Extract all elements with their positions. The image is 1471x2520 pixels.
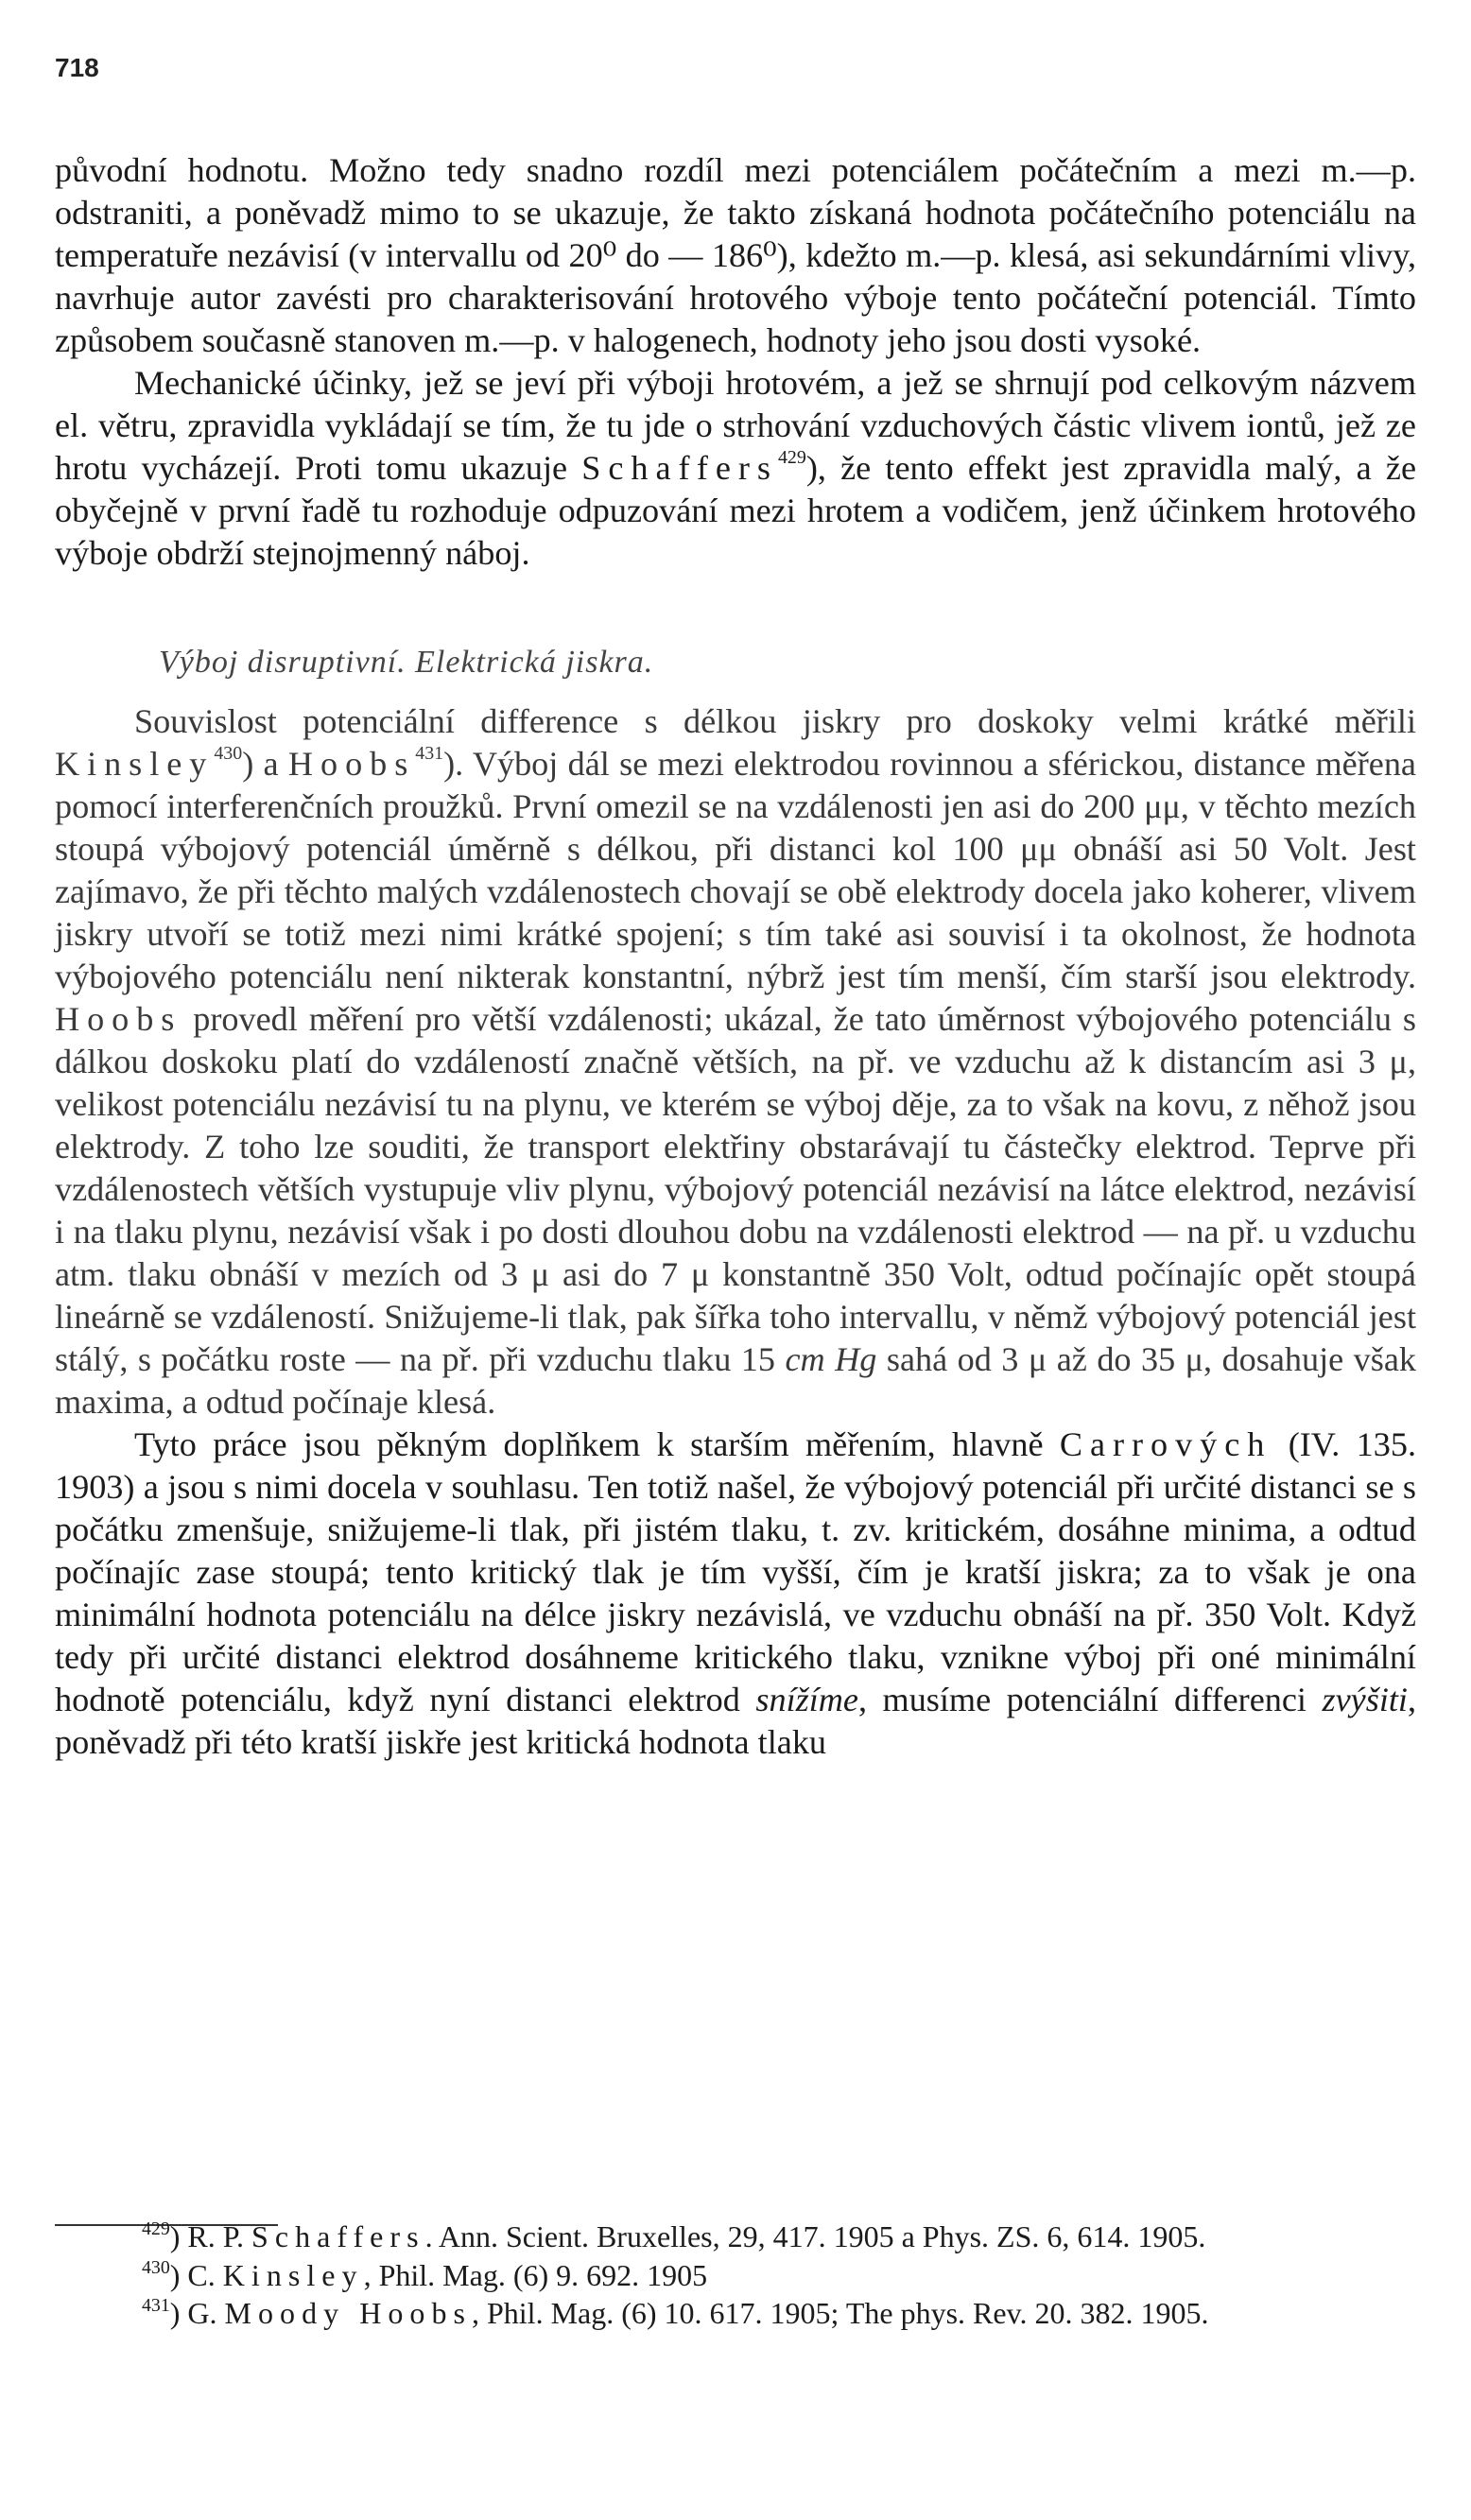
footnote-citation: . Ann. Scient. Bruxelles, 29, 417. 1905 a Phys. ZS. 6, 614. 1905. [424,2219,1206,2253]
paragraph-4-text-a: Tyto práce jsou pěkným doplňkem k starším měřením, hlavně [134,1425,1044,1463]
paragraph-3-text-c: ). Výboj dál se mezi elektrodou rovinnou a sférickou, distance měřena pomocí interferenčních proužků. První omezil se na vzdálenosti jen asi do 200 μμ, v těchto mezích stoupá výbojový potenciál úměrně s délkou, při distanci kol 100 μμ obnáší asi 50 Volt. Jest zajímavo, že při těchto malých vzdálenostech chovají se obě elektrody docela jako koherer, vlivem jiskry utvoří se totiž mezi nimi krátké spojení; s tím také asi souvisí i ta okolnost, že hodnota výbojového potenciálu není nikterak konstantní, nýbrž jest tím menší, čím starší jsou elektrody. [55,745,1416,995]
paragraph-2-text-b: ), že tento effekt jest zpravidla malý, a že obyčejně v první řadě tu rozhoduje odpuzování mezi hrotem a vodičem, jenž účinkem hrotového výboje obdrží stejnojmenný náboj. [55,449,1417,572]
footnotes [55,2218,1416,2333]
footnote-initials: R. P. [187,2219,244,2253]
footnote-citation: , Phil. Mag. (6) 9. 692. 1905 [363,2257,708,2292]
footnote-initials: G. [187,2296,217,2330]
paragraph-2-text-a: Mechanické účinky, jež se jeví při výboji hrotovém, a jež se shrnují pod celkovým názvem el. větru, zpravidla vykládají se tím, že tu jde o strhování vzduchových částic vlivem iontů, jež ze hrotu vycházejí. Proti tomu ukazuje [55,364,1416,487]
paragraph-3-text-d: provedl měření pro větší vzdálenosti; ukázal, že tato úměrnost výbojového potenciálu s dálkou doskoku platí do vzdáleností značně větších, na př. ve vzduchu až k distancím asi 3 μ, velikost potenciálu nezávisí tu na plynu, ve kterém se výboj děje, za to však na kovu, z něhož jsou elektrody. Z toho lze souditi, že transport elektřiny obstarávají tu částečky elektrod. Teprve při vzdálenostech větších vystupuje vliv plynu, výbojový potenciál nezávisí na látce elektrod, nezávisí i na tlaku plynu, nezávisí však i po dosti dlouhou dobu na vzdálenosti elektrod — na př. u vzduchu atm. tlaku obnáší v mezích od 3 μ asi do 7 μ konstantně 350 Volt, odtud počínajíc opět stoupá lineárně se vzdáleností. Snižujeme-li tlak, pak šířka toho intervallu, v němž výbojový potenciál jest stálý, s počátku roste — na př. při vzduchu tlaku 15 [55,1000,1416,1378]
footnote-mark: 430 [142,2256,170,2278]
paragraph-3-text-e: sahá od 3 μ až do 35 μ, dosahuje však maxima, a odtud počínaje klesá. [55,1340,1417,1421]
author-name-hoobs-2: Hoobs [55,1000,182,1038]
section-heading: Výboj disruptivní. Elektrická jiskra. [159,645,654,680]
paragraph-4-text-b: (IV. 135. 1903) a jsou s nimi docela v souhlasu. Ten totiž našel, že výbojový potenciál při určité distanci se s počátku zmenšuje, snižujeme-li tlak, při jistém tlaku, t. zv. kritickém, dosáhne minima, a odtud počínajíc zase stoupá; tento kritický tlak je tím vyšší, čím je kratší jiskra; za to však je ona minimální hodnota potenciálu na délce jiskry nezávislá, ve vzduchu obnáší na př. 350 Volt. Když tedy při určité distanci elektrod dosáhneme kritického tlaku, vznikne výboj při oné minimální hodnotě potenciálu, když nyní distanci elektrod [55,1425,1417,1718]
paragraph-4 [55,1424,1416,1764]
emphasis-zvysiti: zvýšiti [1322,1681,1408,1718]
footnote-431: $^{431}$) G. Moody Hoobs, Phil. Mag. (6) 10. 617. 1905; The phys. Rev. 20. 382. 1905. [142,2295,1209,2330]
emphasis-snizime: snížíme [755,1681,858,1718]
body-text [55,149,1416,1764]
footnote-430: $^{430}$) C. Kinsley, Phil. Mag. (6) 9. 692. 1905 [142,2256,708,2292]
unit-cm-hg: cm Hg [785,1340,877,1378]
footnote-author: Moody Hoobs [224,2296,472,2330]
footnote-author: Kinsley [222,2257,364,2292]
footnote-mark: 431 [142,2295,170,2317]
paragraph-3-text-b: ) a [242,745,279,783]
footnote-ref-430: 430 [214,743,243,765]
footnote-ref-431: 431 [415,743,444,765]
paragraph-3 [55,700,1416,1424]
author-name-carr: Carrových [1059,1425,1272,1463]
footnote-author: Schaffers [251,2219,425,2253]
footnote-initials: C. [187,2257,216,2292]
paragraph-4-text-c: , musíme potenciální differenci [857,1681,1307,1718]
paragraph-3-text-a: Souvislost potenciální difference s délkou jiskry pro doskoky velmi krátké měřili [134,702,1416,740]
footnote-ref-429: 429 [777,447,806,469]
footnote-429: $^{429}$) R. P. Schaffers. Ann. Scient. Bruxelles, 29, 417. 1905 a Phys. ZS. 6, 614. 1905. [142,2218,1206,2253]
paragraph-2 [55,362,1416,575]
page-number: 718 [55,53,99,82]
paragraph-4-text-d: , poněvadž při této kratší jiskře jest kritická hodnota tlaku [55,1681,1417,1761]
footnote-citation: , Phil. Mag. (6) 10. 617. 1905; The phys. Rev. 20. 382. 1905. [471,2296,1209,2330]
footnote-mark: 429 [142,2218,170,2240]
author-name-schaffers: Schaffers [581,449,778,487]
author-name-hoobs: Hoobs [287,745,416,783]
paragraph-1: původní hodnotu. Možno tedy snadno rozdíl mezi potenciálem počátečním a mezi m.—p. odstraniti, a poněvadž mimo to se ukazuje, že takto získaná hodnota počátečního potenciálu na temperatuře nezávisí (v intervallu od 20⁰ do — 186⁰), kdežto m.—p. klesá, asi sekundárními vlivy, navrhuje autor zavésti pro charakterisování hrotového výboje tento počáteční potenciál. Tímto způsobem současně stanoven m.—p. v halogenech, hodnoty jeho jsou dosti vysoké. [55,151,1416,359]
author-name-kinsley: Kinsley [55,745,215,783]
